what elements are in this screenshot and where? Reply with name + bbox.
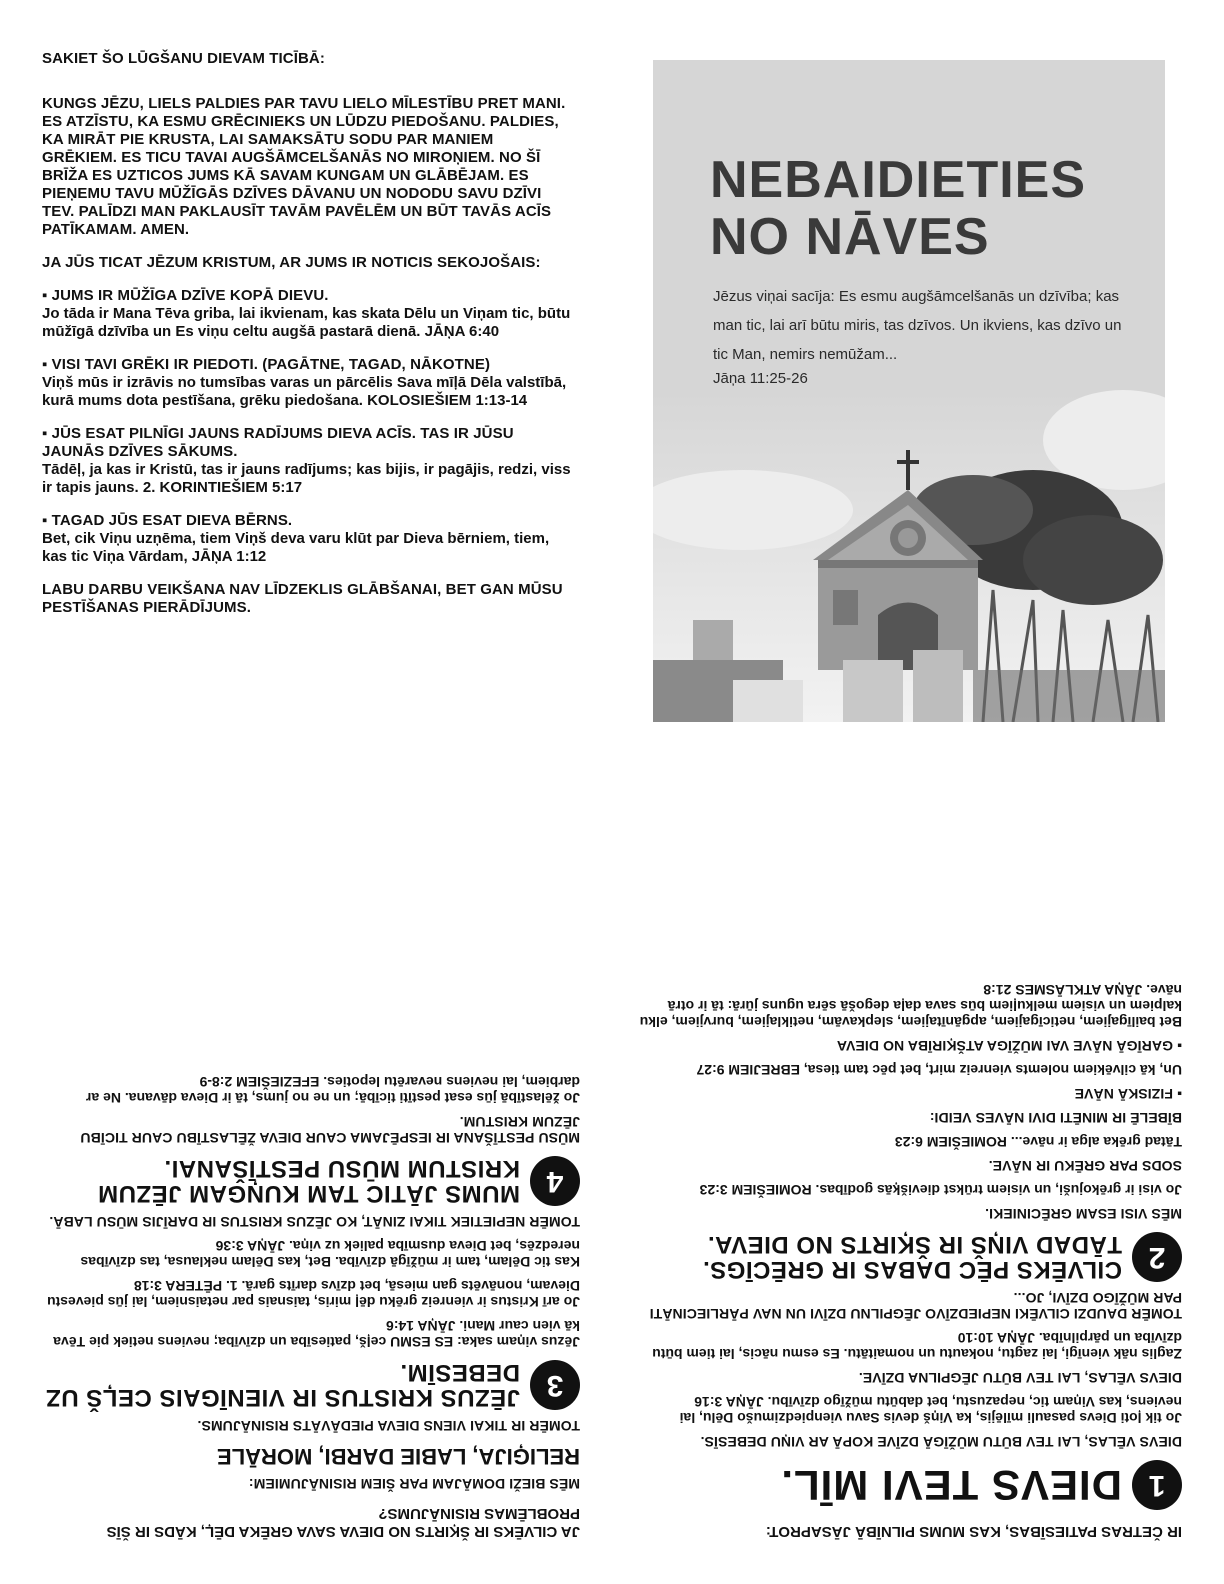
answer-panel <box>40 792 580 1540</box>
section-4-text-b: Jo žēlastībā jūs esat pestīti ticībā; un ne no jums, tā ir Dieva dāvana. Ne ar darbiem, lai neviens nevarētu lepoties. EFEZIEŠIEM 2:8-9 <box>85 1074 580 1106</box>
cover-verse: Jēzus viņai sacīja: Es esmu augšāmcelšanās un dzīvība; kas man tic, lai arī būtu miris, tas dzīvos. Un ikviens, kas dzīvo un tic Man, nemirs nemūžam... <box>713 288 1122 363</box>
section-2-heading <box>637 1232 1182 1282</box>
facts-intro: IR ČETRAS PATIESĪBAS, KAS MUMS PILNĪBĀ JĀSAPROT: <box>765 1523 1182 1540</box>
facts-panel <box>637 792 1182 1540</box>
section-1-text-a: DIEVS VĒLAS, LAI TEV BŪTU MŪŽĪGĀ DZĪVE KOPĀ AR VIŅU DEBESĪS. <box>700 1434 1182 1450</box>
section-3-heading <box>40 1360 580 1410</box>
believers-intro: JA JŪS TICAT JĒZUM KRISTUM, AR JUMS IR NOTICIS SEKOJOŠAIS: <box>42 254 541 271</box>
point-2-text: Viņš mūs ir izrāvis no tumsības varas un pārcēlis Sava mīļā Dēla valstībā, kurā mums dota pestīšana, grēku piedošana. KOLOSIEŠIEM 1:13-14 <box>42 374 567 409</box>
section-1-number: 1 <box>1132 1460 1182 1510</box>
section-2-text-a: MĒS VISI ESAM GRĒCINIEKI. <box>985 1206 1182 1222</box>
section-4-text-a: MŪSU PESTĪŠANA IR IESPĒJAMA CAUR DIEVA ŽĒLASTĪBU CAUR TICĪBU JĒZUM KRISTUM. <box>80 1114 580 1146</box>
section-4-title: MUMS JĀTIC TAM KUŅGAM JĒZUM KRISTUM MŪSU PESTĪŠANAI. <box>97 1155 520 1207</box>
only-solution: TOMĒR IR TIKAI VIENS DIEVA PIEDĀVĀTS RISINĀJUMS. <box>197 1418 580 1434</box>
prayer-heading: SAKIET ŠO LŪGŠANU DIEVAM TICĪBĀ: <box>42 50 325 67</box>
section-2-title: CILVĒKS PĒC DABAS IR GRĒCĪGS. TĀDAD VIŅŠ IR ŠĶIRTS NO DIEVA. <box>702 1231 1122 1283</box>
point-1-title: ▪ JUMS IR MŪŽĪGA DZĪVE KOPĀ DIEVU. <box>42 287 329 304</box>
section-3-text-b: Jo arī Kristus ir vienreiz grēku dēļ miris, taisnais par netaisniem, lai jūs pievestu Dievam, nonāvēts gan miesā, bet dzīvs darīts garā. 1. PĒTERA 3:18 <box>47 1278 580 1310</box>
point-3 <box>42 425 572 497</box>
section-2-text-d: Tātad grēka alga ir nāve... ROMIEŠIEM 6:23 <box>894 1134 1182 1150</box>
cover-title-line1: NEBAIDIETIES <box>710 151 1087 209</box>
section-3-number: 3 <box>530 1360 580 1410</box>
cover-reference: Jāņa 11:25-26 <box>713 370 808 387</box>
section-3-text-c: Kas tic Dēlam, tam ir mūžīgā dzīvība. Bet, kas Dēlam neklausa, tas dzīvības neredzēs, bet Dieva dusmība paliek uz viņa. JĀŅA 3:36 <box>80 1238 580 1270</box>
section-3-title: JĒZUS KRISTUS IR VIENĪGAIS CEĻŠ UZ DEBESĪM. <box>45 1359 520 1411</box>
section-1-heading <box>637 1460 1182 1510</box>
point-3-text: Tādēļ, ja kas ir Kristū, tas ir jauns radījums; kas bijis, ir pagājis, redzi, viss ir tapis jauns. 2. KORINTIEŠIEM 5:17 <box>42 461 571 496</box>
section-2-number: 2 <box>1132 1232 1182 1282</box>
chapel-photo <box>653 390 1165 722</box>
closing-statement: LABU DARBU VEIKŠANA NAV LĪDZEKLIS GLĀBŠANAI, BET GAN MŪSU PESTĪŠANAS PIERĀDĪJUMS. <box>42 581 563 616</box>
section-1-text-e: TOMĒR DAUDZI CILVĒKI NEPIEDZĪVO JĒGPILNU DZĪVI UN NAV PĀRLIECINĀTI PAR MŪŽĪGO DZĪVI, JO... <box>649 1290 1182 1322</box>
answer-intro: JA CILVĒKS IR ŠĶIRTS NO DIEVA SAVA GRĒKA DĒĻ, KĀDS IR ŠĪS PROBLĒMAS RISINĀJUMS? <box>106 1505 580 1540</box>
point-4-text: Bet, cik Viņu uzņēma, tiem Viņš deva varu klūt par Dieva bērniem, tiem, kas tic Viņa Vārdam, JĀŅA 1:12 <box>42 530 550 565</box>
common-answers: MĒS BIEŽI DOMĀJAM PAR ŠIEM RISINĀJUMIEM: <box>248 1476 580 1492</box>
section-1-text-b: Jo tik ļoti Dievs pasauli mīlējis, ka Viņš devis Savu vienpiedzimušo Dēlu, lai neviens, kas Viņam tic, nepazustu, bet dabūtu mūžīgo dzīvību. JĀŅA 3:16 <box>679 1394 1182 1426</box>
point-1 <box>42 287 572 341</box>
prayer-text: KUNGS JĒZU, LIELS PALDIES PAR TAVU LIELO MĪLESTĪBU PRET MANI. ES ATZĪSTU, KA ESMU GRĒCINIEKS UN LŪDZU PIEDOŠANU. PALDIES, KA MIRĀT PIE KRUSTA, LAI SAMAKSĀTU SODU PAR MANIEM GRĒKIEM. ES TICU TAVAI AUGŠĀMCELŠANĀS NO MIROŅIEM. NO ŠĪ BRĪŽA ES UZTICOS JUMS KĀ SAVAM KUNGAM UN GLĀBĒJAM. ES PIEŅEMU TAVU MŪŽĪGĀS DZĪVES DĀVANU UN NODODU SAVU DZĪVI TEV. PALĪDZI MAN PAKLAUSĪT TAVĀM PAVĒLĒM UN BŪT TAVĀS ACĪS PATĪKAMAM. AMEN. <box>42 95 566 238</box>
section-2-text-h: ▪ GARĪGĀ NĀVE VAI MŪŽĪGA ATŠĶIRĪBA NO DIEVA <box>836 1038 1182 1054</box>
point-2 <box>42 356 572 410</box>
section-2-text-b: Jo visi ir grēkojuši, un visiem trūkst dievišķās godības. ROMIEŠIEM 3:23 <box>699 1182 1182 1198</box>
point-2-title: ▪ VISI TAVI GRĒKI IR PIEDOTI. (PAGĀTNE, TAGAD, NĀKOTNE) <box>42 356 491 373</box>
point-3-title: ▪ JŪS ESAT PILNĪGI JAUNS RADĪJUMS DIEVA ACĪS. TAS IR JŪSU JAUNĀS DZĪVES SĀKUMS. <box>42 425 514 460</box>
section-2-text-f: ▪ FIZISKĀ NĀVE <box>1074 1086 1182 1102</box>
section-2-text-c: SODS PAR GRĒKU IR NĀVE. <box>988 1158 1182 1174</box>
answer-options: RELIĢIJA, LABIE DARBI, MORĀLE <box>216 1444 580 1469</box>
section-3-text-a: Jēzus viņam saka: ES ESMU ceļš, patiesība un dzīvība; neviens netiek pie Tēva kā vien caur Mani. JĀŅA 14:6 <box>53 1318 580 1350</box>
section-3-text-d: TOMĒR NEPIETIEK TIKAI ZINĀT, KO JĒZUS KRISTUS IR DARĪJIS MŪSU LABĀ. <box>49 1214 580 1230</box>
section-2-text-e: BĪBELĒ IR MINĒTI DIVI NĀVES VEIDI: <box>929 1110 1182 1126</box>
cover-title <box>710 152 1086 266</box>
section-1-text-d: Zaglis nāk vienīgi, lai zagtu, nokautu un nomaitātu. Es esmu nācis, lai tiem būtu dzīvība un pārpilnība. JĀŅA 10:10 <box>652 1330 1182 1362</box>
section-1-text-c: DIEVS VĒLAS, LAI TEV BŪTU JĒGPILNA DZĪVE. <box>858 1370 1182 1386</box>
section-4-number: 4 <box>530 1156 580 1206</box>
prayer-panel <box>42 50 572 632</box>
cover-title-line2: NO NĀVES <box>710 208 990 266</box>
section-2-text-g: Un, kā cilvēkiem nolemts vienreiz mirt, bet pēc tam tiesa, EBREJIEM 9:27 <box>696 1062 1182 1078</box>
cover-panel <box>653 60 1165 722</box>
section-4-heading <box>40 1156 580 1206</box>
point-1-text: Jo tāda ir Mana Tēva griba, lai ikvienam, kas skata Dēlu un Viņam tic, būtu mūžīgā dzīvība un Es viņu celtu augšā pastarā dienā. JĀŅA 6:40 <box>42 305 571 340</box>
point-4 <box>42 512 572 566</box>
section-1-title: DIEVS TEVI MĪL. <box>780 1462 1122 1509</box>
point-4-title: ▪ TAGAD JŪS ESAT DIEVA BĒRNS. <box>42 512 293 529</box>
section-2-text-i: Bet bailīgajiem, neticīgajiem, apgānītajiem, slepkavām, netiklajiem, burvjiem, elku kalpiem un visiem melkuļiem būs sava daļa degošā sēra uguns jūrā: tā ir otrā nāve. JĀŅA ATKLĀSMES 21:8 <box>639 982 1182 1030</box>
